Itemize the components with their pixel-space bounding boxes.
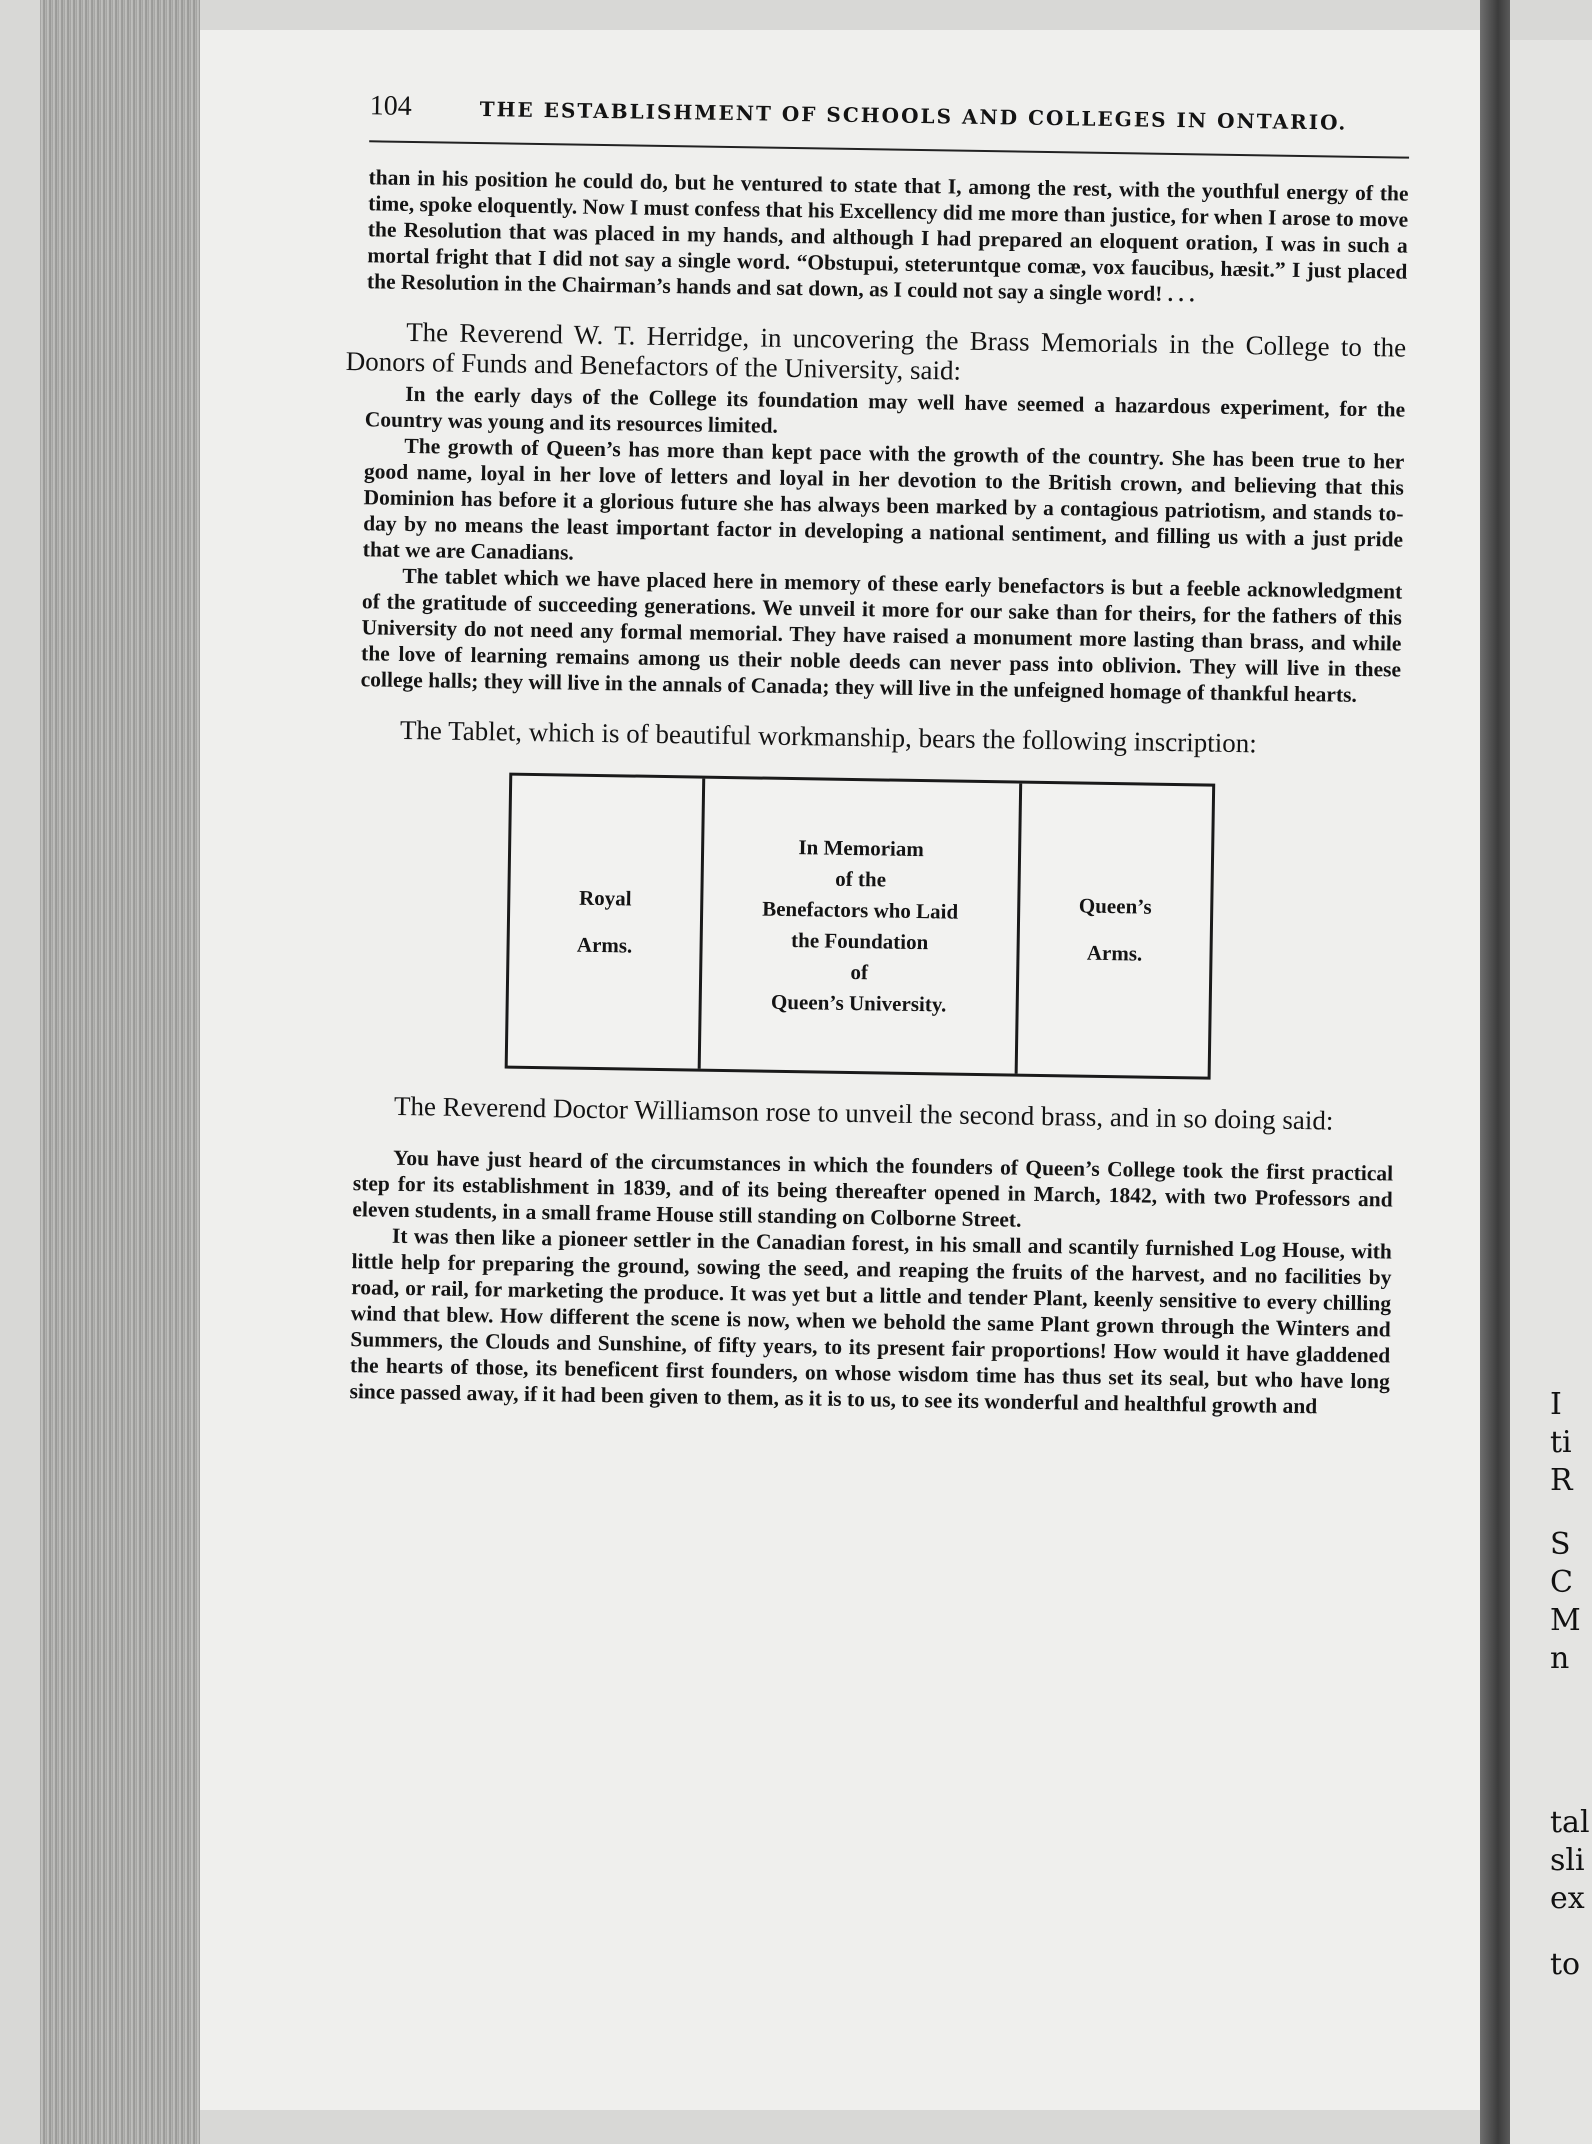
tablet-right-panel xyxy=(1018,784,1213,1077)
running-title: THE ESTABLISHMENT OF SCHOOLS AND COLLEGES IN ONTARIO. xyxy=(479,97,1348,135)
tablet-center-panel xyxy=(701,779,1023,1074)
facing-fragment: I xyxy=(1550,1387,1562,1422)
tablet-center-line: of the xyxy=(835,866,887,892)
tablet-right-line: Queen’s xyxy=(1078,893,1152,919)
paragraph-tablet-intro: The Tablet, which is of beautiful workmanship, bears the following inscription: xyxy=(399,714,1258,759)
tablet-left-line: Royal xyxy=(578,885,632,911)
running-head xyxy=(369,90,1409,138)
gutter-shadow xyxy=(1480,0,1510,2144)
facing-fragment: M xyxy=(1550,1603,1581,1638)
book-page xyxy=(200,30,1480,2110)
facing-fragment: C xyxy=(1550,1565,1573,1600)
paragraph-herridge-speech-2: The growth of Queen’s has more than kept pace with the growth of the country. She has been true to her good name, loyal in her love of letters and loyal in her devotion to the British crown, and believing that this Dominion has before it a glorious future she has always been marked by a contagious patriotism, and stands to-day by no means the least important factor in developing a national sentiment, and filling us with a just pride that we are Canadians. xyxy=(362,433,1405,565)
tablet-inscription-box xyxy=(505,773,1216,1080)
tablet-center-line: the Foundation xyxy=(790,928,929,955)
paragraph-herridge-speech-3: The tablet which we have placed here in memory of these early benefactors is but a feeble acknowledgment of the gratitude of succeeding generations. We unveil it more for our sake than for theirs, for the fathers of this University do not need any formal memorial. They have raised a monument more lasting than brass, and while the love of learning remains among us their noble deeds can never pass into oblivion. They will live in these college halls; they will live in the annals of Canada; they will live in the unfeigned homage of thankful hearts. xyxy=(360,563,1403,707)
tablet-center-line: Benefactors who Laid xyxy=(762,896,959,924)
page-number: 104 xyxy=(369,90,412,122)
paragraph-williamson-intro: The Reverend Doctor Williamson rose to unveil the second brass, and in so doing said: xyxy=(393,1090,1334,1136)
tablet-center-line: of xyxy=(850,959,869,985)
paragraph-williamson-speech-2: It was then like a pioneer settler in the Canadian forest, in his small and scantily furnished Log House, with little help for preparing the ground, sowing the seed, and reaping the fruits of the harvest, and no facilities by road, or rail, for marketing the produce. It was yet but a little and tender Plant, keenly sensitive to every chilling wind that blew. How different the scene is now, when we behold the same Plant grown through the Winters and Summers, the Clouds and Sunshine, of fifty years, to its present fair proportions! How would it have gladdened the hearts of those, its beneficent first founders, on whose wisdom time has thus set its seal, but who have long since passed away, if it had been given to them, as it is to us, to see its wonderful and healthful growth and xyxy=(349,1223,1393,1419)
tablet-center-line: Queen’s University. xyxy=(770,989,947,1017)
facing-fragment: ti xyxy=(1550,1425,1572,1460)
paragraph-continued-speech: than in his position he could do, but he ventured to state that I, among the rest, with the youthful energy of the time, spoke eloquently. Now I must confess that his Excellency did me more than justice, for when I arose to move the Resolution that was placed in my hands, and although I had prepared an eloquent oration, I was in such a mortal fright that I did not say a single word. “Obstupui, steteruntque comæ, vox faucibus, hæsit.” I just placed the Resolution in the Chairman’s hands and sat down, as I could not say a single word! . . . xyxy=(366,165,1409,307)
tablet-right-line: Arms. xyxy=(1086,940,1143,966)
page-content xyxy=(329,90,1410,1420)
facing-fragment: ex xyxy=(1550,1881,1585,1916)
tablet-left-panel xyxy=(508,776,706,1069)
paragraph-herridge-intro: The Reverend W. T. Herridge, in uncovering the Brass Memorials in the College to the Donors of Funds and Benefactors of the University, said: xyxy=(345,316,1407,386)
tablet-left-line: Arms. xyxy=(576,932,633,958)
paragraph-herridge-speech-1: In the early days of the College its foundation may well have seemed a hazardous experiment, for the Country was young and its resources limited. xyxy=(364,381,1406,438)
facing-fragment: n xyxy=(1550,1641,1570,1676)
facing-page xyxy=(1510,40,1592,2144)
paragraph-williamson-speech-1: You have just heard of the circumstances in which the founders of Queen’s College took the first practical step for its establishment in 1839, and of its being thereafter opened in March, 1842, with two Professors and eleven students, in a small frame House still standing on Colborne Street. xyxy=(352,1145,1394,1232)
facing-fragment: sli xyxy=(1550,1843,1585,1878)
facing-fragment: tal xyxy=(1550,1805,1590,1840)
header-rule xyxy=(369,140,1409,158)
page-edges xyxy=(40,0,200,2144)
tablet-center-line: In Memoriam xyxy=(798,835,925,862)
facing-fragment: R xyxy=(1550,1463,1573,1498)
facing-fragment: to xyxy=(1550,1947,1581,1982)
facing-fragment: S xyxy=(1550,1527,1571,1562)
